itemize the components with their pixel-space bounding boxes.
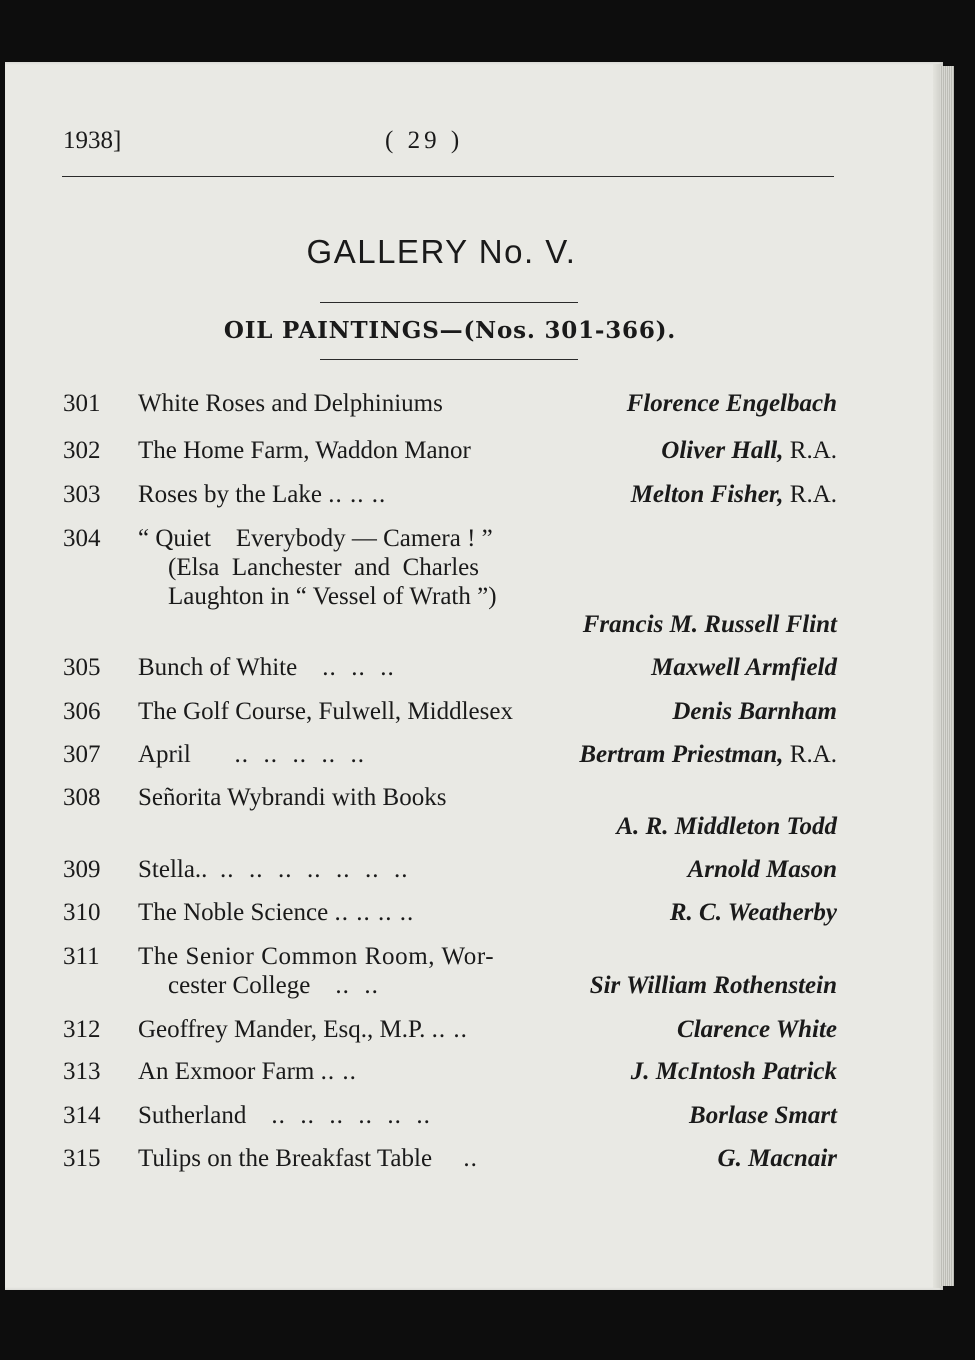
- section-title: OIL PAINTINGS—(Nos. 301-366).: [223, 317, 677, 344]
- entry-number: 302: [63, 437, 101, 464]
- entry-number: 308: [63, 784, 101, 811]
- entry-title: Geoffrey Mander, Esq., M.P. .. ..: [138, 1016, 468, 1043]
- entry-number: 315: [63, 1145, 101, 1172]
- title-rule-bottom: [320, 359, 578, 360]
- entry-number: 306: [63, 698, 101, 725]
- entry-title: The Noble Science .. .. .. ..: [138, 899, 415, 926]
- entry-title-line: cester College .. ..: [168, 972, 379, 999]
- entry-title: The Golf Course, Fulwell, Middlesex: [138, 698, 513, 725]
- entry-artist: R. C. Weatherby: [669, 899, 837, 926]
- entry-artist: Denis Barnham: [672, 698, 837, 725]
- title-rule-top: [320, 302, 578, 303]
- entry-number: 310: [63, 899, 101, 926]
- entry-artist: Oliver Hall, R.A.: [661, 437, 837, 464]
- entry-artist: G. Macnair: [717, 1145, 837, 1172]
- entry-number: 305: [63, 654, 101, 681]
- page-number: ( 29 ): [385, 127, 464, 154]
- entry-artist: Clarence White: [677, 1016, 837, 1043]
- entry-number: 312: [63, 1016, 101, 1043]
- entry-number: 314: [63, 1102, 101, 1129]
- entry-artist: Maxwell Armfield: [651, 654, 837, 681]
- page-stack-edge: [940, 66, 954, 1286]
- header-rule: [62, 176, 834, 177]
- entry-title: Roses by the Lake .. .. ..: [138, 481, 387, 508]
- entry-title: Bunch of White .. .. ..: [138, 654, 395, 681]
- entry-artist: J. McIntosh Patrick: [630, 1058, 837, 1085]
- entry-title: White Roses and Delphiniums: [138, 390, 443, 417]
- entry-title: Stella.. .. .. .. .. .. .. ..: [138, 856, 409, 883]
- gallery-title: GALLERY No. V.: [306, 233, 577, 270]
- entry-number: 307: [63, 741, 101, 768]
- entry-number: 309: [63, 856, 101, 883]
- entry-artist: Florence Engelbach: [626, 390, 837, 417]
- running-head-year: 1938]: [63, 127, 122, 154]
- entry-number: 303: [63, 481, 101, 508]
- entry-number: 311: [63, 943, 100, 970]
- entry-title-line: (Elsa Lanchester and Charles: [168, 554, 479, 581]
- entry-title: Tulips on the Breakfast Table ..: [138, 1145, 478, 1172]
- entry-number: 301: [63, 390, 101, 417]
- entry-title: Señorita Wybrandi with Books: [138, 784, 447, 811]
- entry-number: 313: [63, 1058, 101, 1085]
- entry-title: “ Quiet Everybody — Camera ! ”: [138, 525, 493, 552]
- entry-artist: Borlase Smart: [689, 1102, 837, 1129]
- entry-title: Sutherland .. .. .. .. .. ..: [138, 1102, 431, 1129]
- entry-title: The Senior Common Room, Wor-: [138, 943, 495, 970]
- entry-artist: Arnold Mason: [687, 856, 837, 883]
- entry-title: April .. .. .. .. ..: [138, 741, 366, 768]
- entry-artist: Sir William Rothenstein: [589, 972, 837, 999]
- entry-title: An Exmoor Farm .. ..: [138, 1058, 357, 1085]
- entry-artist: Francis M. Russell Flint: [582, 611, 837, 638]
- entry-artist: Bertram Priestman, R.A.: [579, 741, 837, 768]
- entry-artist: A. R. Middleton Todd: [616, 813, 837, 840]
- entry-number: 304: [63, 525, 101, 552]
- entry-artist: Melton Fisher, R.A.: [630, 481, 837, 508]
- entry-title: The Home Farm, Waddon Manor: [138, 437, 471, 464]
- entry-title-line: Laughton in “ Vessel of Wrath ”): [168, 583, 497, 610]
